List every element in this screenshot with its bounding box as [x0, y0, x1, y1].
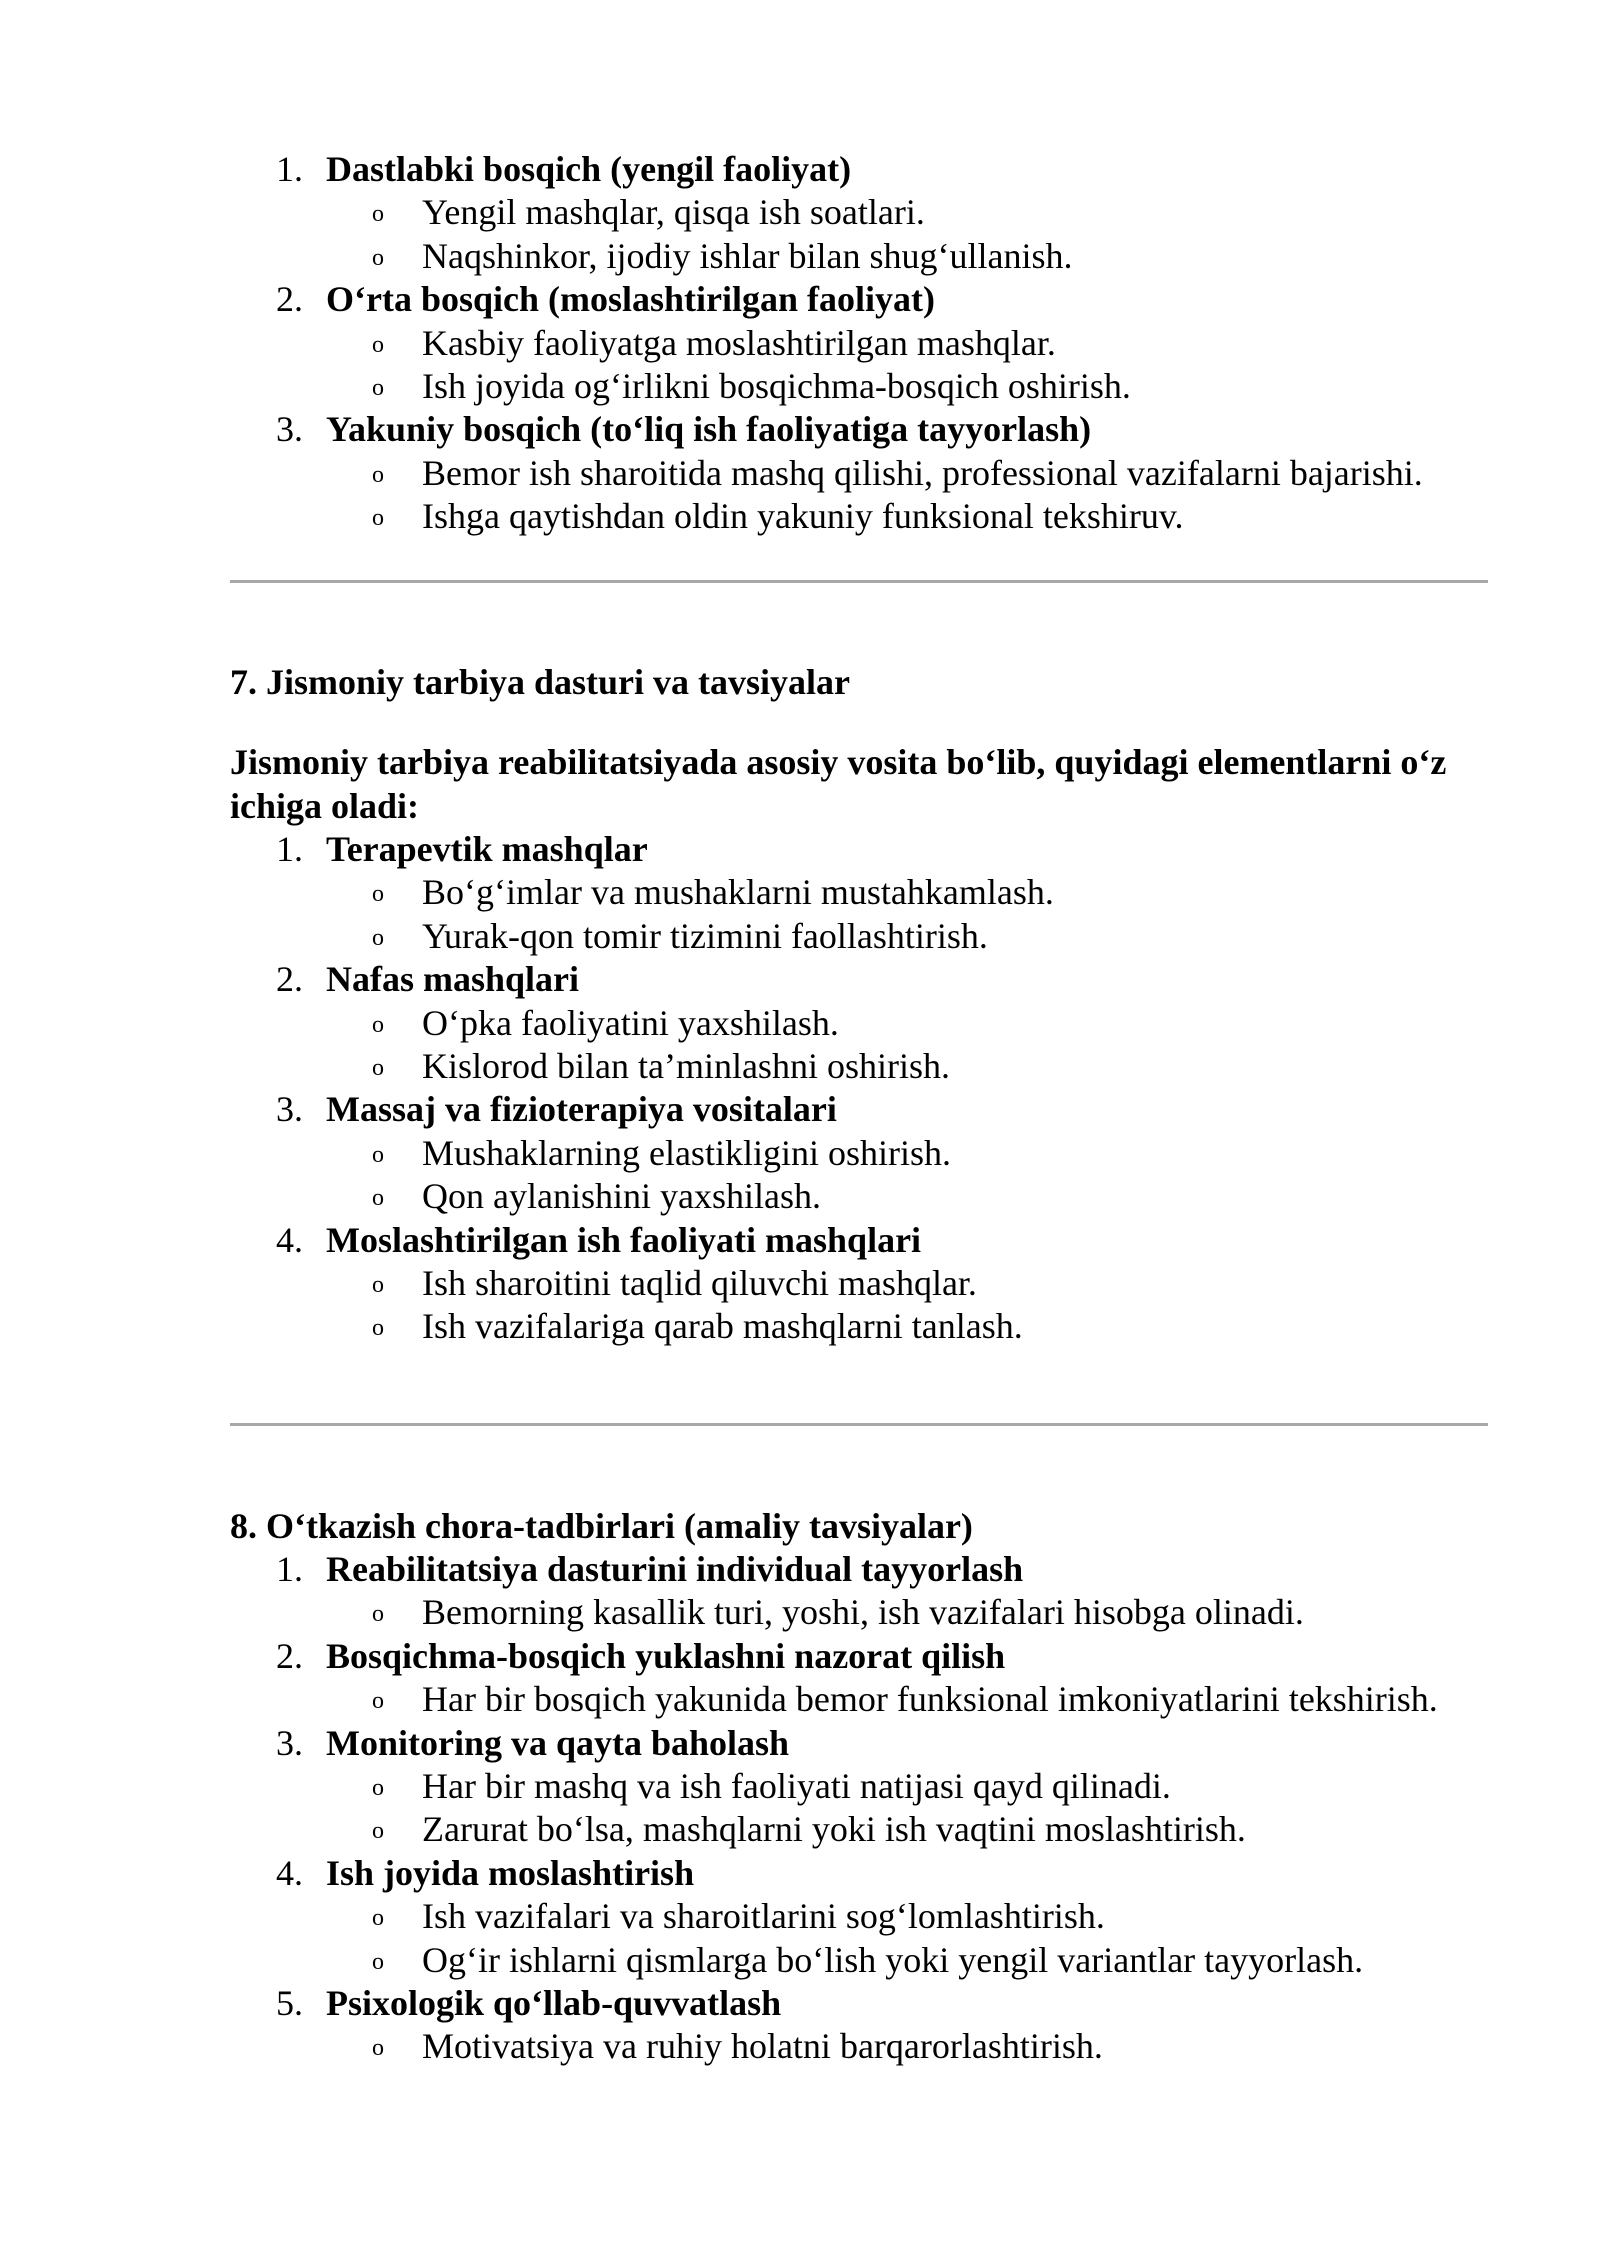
section-divider: [230, 580, 1488, 583]
sub-item-text: Yurak-qon tomir tizimini faollashtirish.: [422, 915, 988, 956]
list-item: [230, 1088, 1488, 1218]
bullet-icon: o: [372, 1185, 384, 1212]
item-title: Psixologik qo‘llab-quvvatlash: [326, 1983, 782, 2024]
item-title: O‘rta bosqich (moslashtirilgan faoliyat): [326, 279, 935, 320]
list-item: [230, 1548, 1488, 1635]
sub-list: [326, 1002, 1488, 1089]
item-title: Dastlabki bosqich (yengil faoliyat): [326, 149, 852, 189]
item-title: Monitoring va qayta baholash: [326, 1722, 790, 1763]
sub-item: [230, 1591, 1488, 1634]
section-heading: 8. O‘tkazish chora-tadbirlari (amaliy tavsiyalar): [230, 1506, 973, 1546]
list-item: [230, 1852, 1488, 1982]
item-title: Terapevtik mashqlar: [326, 829, 648, 869]
sub-item: [230, 2025, 1488, 2068]
section-intro: Jismoniy tarbiya reabilitatsiyada asosiy vosita bo‘lib, quyidagi elementlarni o‘z ichiga oladi:: [230, 742, 1447, 826]
implementation-section: [230, 1504, 1488, 2069]
sub-list: [326, 1678, 1488, 1721]
list-item: [230, 958, 1488, 1088]
list-item: [230, 408, 1488, 538]
sub-item: [230, 235, 1488, 278]
sub-item-text: Kasbiy faoliyatga moslashtirilgan mashqlar.: [422, 322, 1056, 363]
bullet-icon: o: [372, 331, 384, 358]
bullet-icon: o: [372, 1315, 384, 1342]
sub-item-text: Bo‘g‘imlar va mushaklarni mustahkamlash.: [422, 872, 1054, 913]
item-title: Massaj va fizioterapiya vositalari: [326, 1089, 837, 1130]
bullet-icon: o: [372, 2035, 384, 2062]
sub-item: [230, 1132, 1488, 1175]
bullet-icon: o: [372, 201, 384, 228]
sub-item: [230, 1895, 1488, 1938]
item-number: 1.: [276, 1549, 303, 1589]
item-number: 4.: [276, 1852, 303, 1893]
sub-list: [326, 1765, 1488, 1852]
item-number: 3.: [276, 1089, 303, 1130]
sub-item-text: Har bir mashq va ish faoliyati natijasi qayd qilinadi.: [422, 1766, 1171, 1807]
sub-item-text: Motivatsiya va ruhiy holatni barqarorlashtirish.: [422, 2026, 1103, 2067]
sub-item: [230, 1002, 1488, 1045]
bullet-icon: o: [372, 1688, 384, 1715]
item-number: 1.: [276, 829, 303, 869]
stages-list: [230, 148, 1488, 539]
elements-list: [230, 828, 1488, 1349]
item-title: Nafas mashqlari: [326, 959, 580, 1000]
sub-list: [326, 1132, 1488, 1219]
list-item: [230, 828, 1488, 958]
bullet-icon: o: [372, 1141, 384, 1168]
sub-item: [230, 1808, 1488, 1851]
sub-item-text: Ishga qaytishdan oldin yakuniy funksional tekshiruv.: [422, 496, 1184, 537]
item-number: 2.: [276, 1635, 303, 1676]
bullet-icon: o: [372, 461, 384, 488]
rehab-stages-section: [230, 148, 1488, 539]
list-item: [230, 1982, 1488, 2069]
item-number: 3.: [276, 1722, 303, 1763]
bullet-icon: o: [372, 1905, 384, 1932]
sub-item-text: Og‘ir ishlarni qismlarga bo‘lish yoki yengil variantlar tayyorlash.: [422, 1939, 1364, 1980]
list-item: [230, 1219, 1488, 1349]
bullet-icon: o: [372, 1601, 384, 1628]
bullet-icon: o: [372, 375, 384, 402]
item-number: 4.: [276, 1219, 303, 1260]
item-title: Ish joyida moslashtirish: [326, 1852, 695, 1893]
sub-item-text: Ish joyida og‘irlikni bosqichma-bosqich oshirish.: [422, 366, 1131, 407]
section-heading: 7. Jismoniy tarbiya dasturi va tavsiyalar: [230, 662, 851, 702]
sub-item: [230, 1678, 1488, 1721]
sub-list: [326, 2025, 1488, 2068]
item-number: 2.: [276, 959, 303, 1000]
sub-item: [230, 915, 1488, 958]
sub-list: [326, 1895, 1488, 1982]
item-number: 1.: [276, 149, 303, 189]
sub-item-text: O‘pka faoliyatini yaxshilash.: [422, 1002, 839, 1043]
sub-item: [230, 871, 1488, 914]
sub-item-text: Har bir bosqich yakunida bemor funksional imkoniyatlarini tekshirish.: [422, 1679, 1438, 1720]
list-item: [230, 278, 1488, 408]
section-divider: [230, 1423, 1488, 1426]
sub-list: [326, 191, 1488, 278]
measures-list: [230, 1548, 1488, 2069]
list-item: [230, 1635, 1488, 1722]
item-title: Yakuniy bosqich (to‘liq ish faoliyatiga tayyorlash): [326, 409, 1092, 450]
bullet-icon: o: [372, 244, 384, 271]
sub-item: [230, 1045, 1488, 1088]
sub-item-text: Yengil mashqlar, qisqa ish soatlari.: [422, 192, 925, 233]
list-item: [230, 1722, 1488, 1852]
sub-item: [230, 1175, 1488, 1218]
sub-item-text: Mushaklarning elastikligini oshirish.: [422, 1132, 951, 1173]
sub-item: [230, 1939, 1488, 1982]
sub-item-text: Ish vazifalariga qarab mashqlarni tanlash.: [422, 1306, 1023, 1347]
sub-item-text: Zarurat bo‘lsa, mashqlarni yoki ish vaqtini moslashtirish.: [422, 1809, 1246, 1850]
bullet-icon: o: [372, 1775, 384, 1802]
sub-item: [230, 1305, 1488, 1348]
list-item: [230, 148, 1488, 278]
bullet-icon: o: [372, 505, 384, 532]
sub-item-text: Bemor ish sharoitida mashq qilishi, professional vazifalarni bajarishi.: [422, 452, 1423, 493]
sub-item: [230, 365, 1488, 408]
sub-item-text: Kislorod bilan ta’minlashni oshirish.: [422, 1046, 950, 1087]
item-title: Moslashtirilgan ish faoliyati mashqlari: [326, 1219, 922, 1260]
sub-item-text: Naqshinkor, ijodiy ishlar bilan shug‘ullanish.: [422, 235, 1073, 276]
sub-item: [230, 322, 1488, 365]
sub-list: [326, 1591, 1488, 1634]
sub-item-text: Ish sharoitini taqlid qiluvchi mashqlar.: [422, 1263, 977, 1304]
sub-list: [326, 1262, 1488, 1349]
sub-item-text: Bemorning kasallik turi, yoshi, ish vazifalari hisobga olinadi.: [422, 1592, 1304, 1633]
bullet-icon: o: [372, 1272, 384, 1299]
item-title: Reabilitatsiya dasturini individual tayyorlash: [326, 1549, 1024, 1589]
bullet-icon: o: [372, 1055, 384, 1082]
bullet-icon: o: [372, 1818, 384, 1845]
bullet-icon: o: [372, 1948, 384, 1975]
sub-item-text: Qon aylanishini yaxshilash.: [422, 1176, 821, 1217]
item-number: 3.: [276, 409, 303, 450]
item-number: 2.: [276, 279, 303, 320]
sub-list: [326, 322, 1488, 409]
sub-item: [230, 1765, 1488, 1808]
bullet-icon: o: [372, 1011, 384, 1038]
item-title: Bosqichma-bosqich yuklashni nazorat qilish: [326, 1635, 1006, 1676]
physical-education-section: [230, 660, 1488, 1349]
bullet-icon: o: [372, 881, 384, 908]
sub-item: [230, 452, 1488, 495]
sub-list: [326, 871, 1488, 958]
sub-list: [326, 452, 1488, 539]
sub-item: [230, 1262, 1488, 1305]
sub-item: [230, 495, 1488, 538]
sub-item-text: Ish vazifalari va sharoitlarini sog‘lomlashtirish.: [422, 1896, 1105, 1937]
bullet-icon: o: [372, 924, 384, 951]
sub-item: [230, 191, 1488, 234]
item-number: 5.: [276, 1983, 303, 2024]
